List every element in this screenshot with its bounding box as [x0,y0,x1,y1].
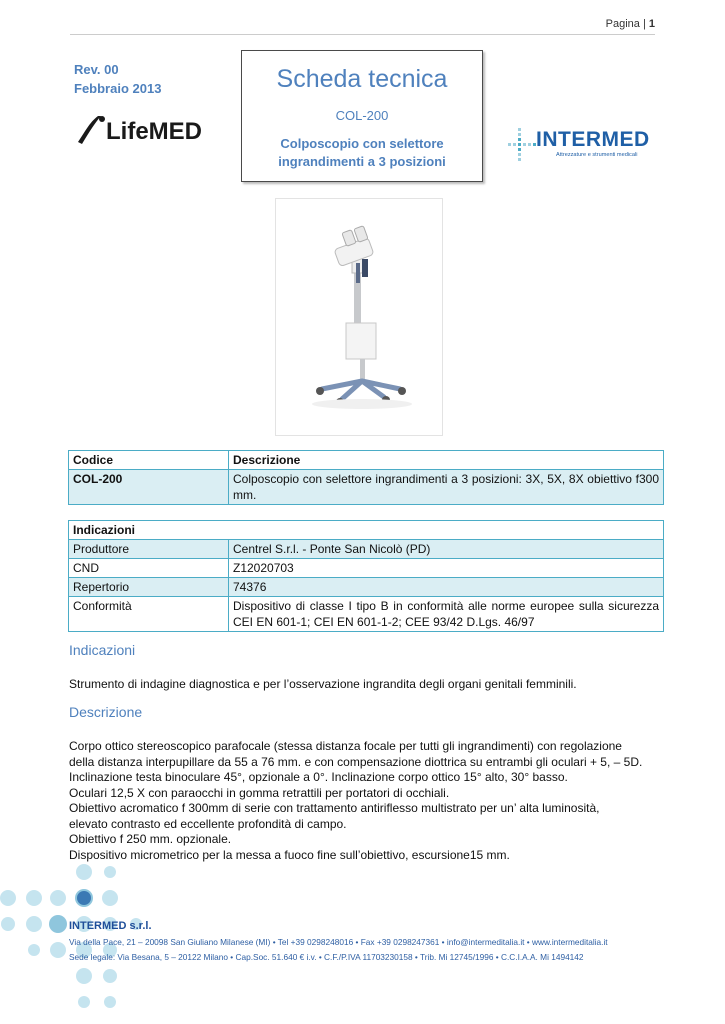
revision-date: Febbraio 2013 [74,81,162,96]
lifemed-dot-mark [99,116,105,122]
product-photo [275,198,443,436]
indicazioni-text: Strumento di indagine diagnostica e per l’osservazione ingrandita degli organi genitali femminili. [69,677,577,691]
descrizione-line: della distanza interpupillare da 55 a 76 mm. e con compensazione diottrica su entrambi gli oculari + 5, – 5D. [69,754,643,769]
intermed-logo [508,124,668,174]
column-header-code: Codice [69,451,229,470]
product-code: COL-200 [335,108,389,123]
indications-header: Indicazioni [69,521,664,540]
column-header-description: Descrizione [229,451,664,470]
product-description-line2: ingrandimenti a 3 posizioni [278,154,446,169]
descrizione-line: Obiettivo acromatico f 300mm di serie con trattamento antiriflesso multistrato per un’ alta luminosità, [69,801,600,815]
descrizione-line: Dispositivo micrometrico per la messa a fuoco fine sull’obiettivo, escursione15 mm. [69,847,510,862]
row-label: CND [69,559,229,578]
page-separator: | [642,18,646,30]
intermed-logo-text: INTERMED [536,128,650,151]
table-row [69,470,664,505]
footer [69,920,689,962]
header-rule [70,34,655,35]
revision-number: Rev. 00 [74,62,119,77]
table-row [69,597,664,632]
indications-table [68,520,664,632]
descrizione-line: Oculari 12,5 X con paraocchi in gomma retrattili per portatori di occhiali. [69,785,450,800]
section-title-indicazioni: Indicazioni [69,642,136,658]
indications-table-header [69,521,664,540]
section-title-descrizione: Descrizione [69,704,143,720]
revision-block [74,60,161,98]
title-box [241,50,483,182]
lifemed-logo [72,112,242,148]
descrizione-line: elevato contrasto ed eccellente profondità di campo. [69,816,347,831]
page-number-value: 1 [648,18,655,30]
product-table [68,450,664,505]
intermed-logo-tagline: Attrezzature e strumenti medicali [556,152,638,158]
lifemed-swoosh-mark [78,116,101,144]
row-label: Conformità [69,597,229,632]
product-description-line1: Colposcopio con selettore [280,136,444,151]
table-row [69,578,664,597]
intermed-cross-dots-mark [508,128,536,161]
row-description: Colposcopio con selettore ingrandimenti a 3 posizioni: 3X, 5X, 8X obiettivo f300 mm. [229,470,664,505]
footer-legal: Sede legale: Via Besana, 5 – 20122 Milano • Cap.Soc. 51.640 € i.v. • C.F./P.IVA 11703230158 • Trib. Mi 12745/1996 • C.C.I.A.A. Mi 1494142 [69,952,584,962]
colposcope-illustration [276,199,442,435]
page-number [606,18,655,30]
product-table-header [69,451,664,470]
product-description [242,135,482,171]
row-value: Centrel S.r.l. - Ponte San Nicolò (PD) [229,540,664,559]
footer-company: INTERMED s.r.l. [69,920,152,932]
descrizione-line: Corpo ottico stereoscopico parafocale (stessa distanza focale per tutti gli ingrandimenti) con regolazione [69,739,622,753]
row-label: Repertorio [69,578,229,597]
table-row [69,540,664,559]
descrizione-line: Inclinazione testa binoculare 45°, opzionale a 0°. Inclinazione corpo ottico 15° alto, 30° basso. [69,770,568,784]
row-value: 74376 [229,578,664,597]
table-row [69,559,664,578]
footer-address: Via della Pace, 21 – 20098 San Giuliano Milanese (MI) • Tel +39 0298248016 • Fax +39 0298247361 • info@intermeditalia.it • www.intermeditalia.it [69,937,608,947]
descrizione-line: Obiettivo f 250 mm. opzionale. [69,832,232,846]
lifemed-logo-text: LifeMED [106,118,202,145]
document-title: Scheda tecnica [276,65,448,93]
row-value: Dispositivo di classe I tipo B in conformità alle norme europee sulla sicurezza CEI EN 601-1; CEI EN 601-1-2; CEE 93/42 D.Lgs. 46/97 [229,597,664,632]
row-code: COL-200 [69,470,229,505]
row-label: Produttore [69,540,229,559]
descrizione-text [69,739,669,863]
row-value: Z12020703 [229,559,664,578]
page-label: Pagina [605,18,640,30]
